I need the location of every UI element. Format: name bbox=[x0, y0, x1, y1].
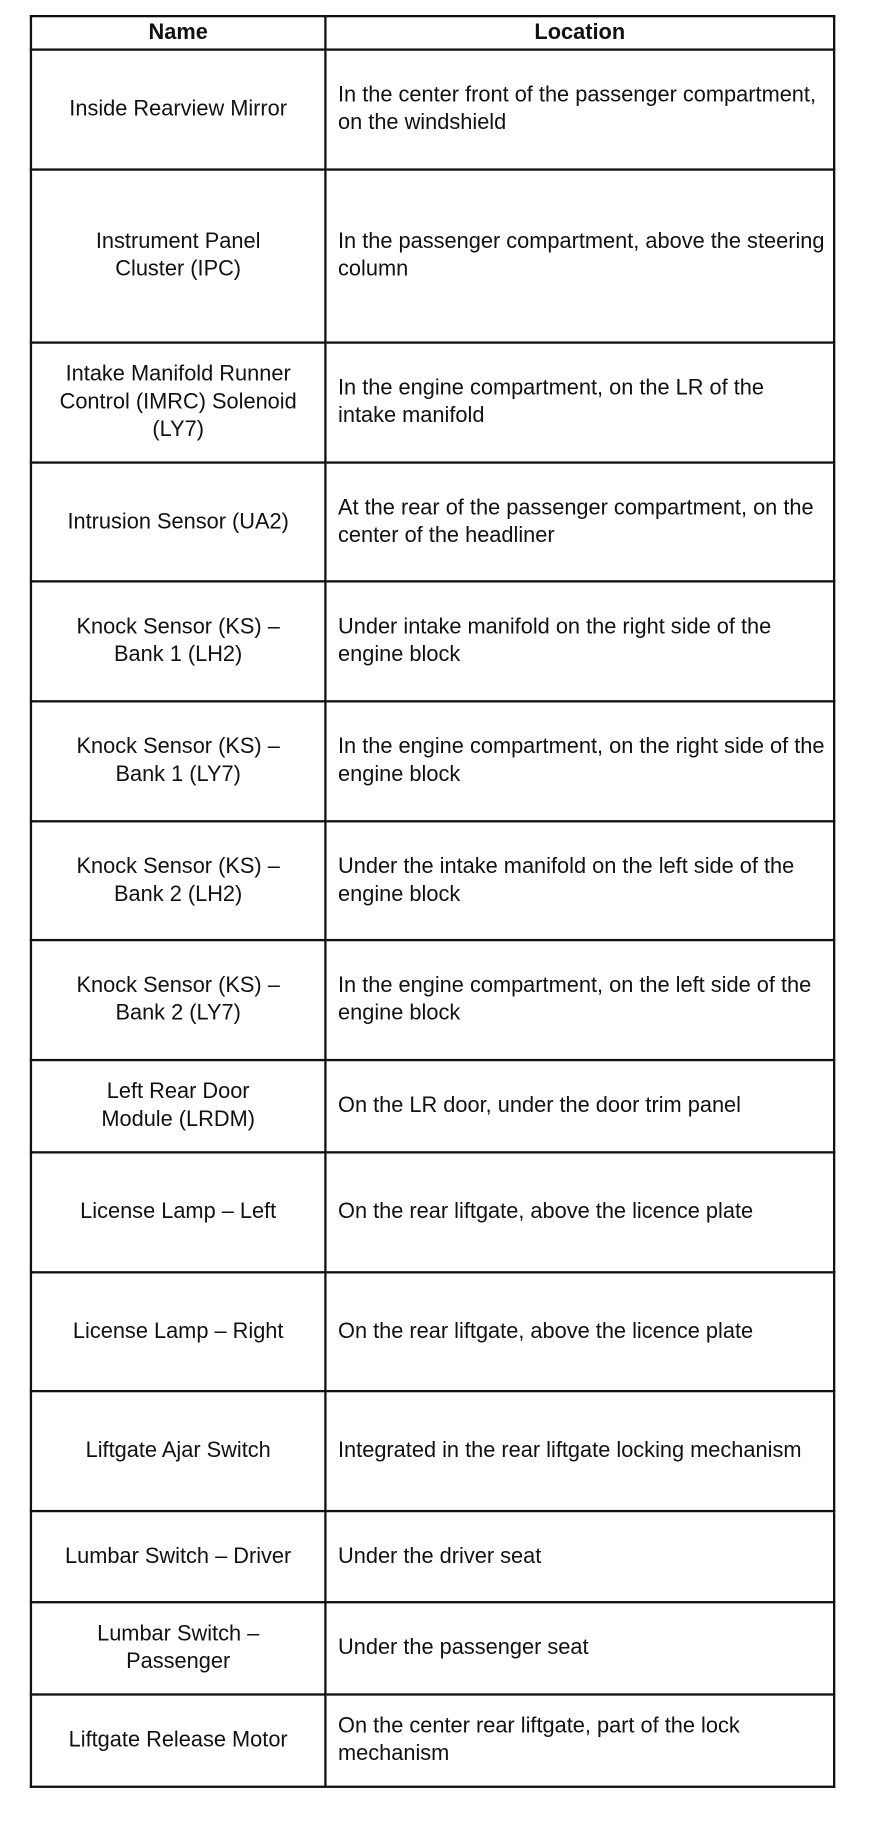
row-location: In the engine compartment, on the LR of the intake manifold bbox=[325, 343, 834, 463]
row-location: On the rear liftgate, above the licence plate bbox=[325, 1272, 834, 1391]
row-name: Intrusion Sensor (UA2) bbox=[31, 463, 325, 582]
row-name: Lumbar Switch – Driver bbox=[31, 1511, 325, 1602]
table-row bbox=[31, 50, 834, 170]
row-location: At the rear of the passenger compartment, on the center of the headliner bbox=[325, 463, 834, 582]
table-row bbox=[31, 940, 834, 1060]
table-row bbox=[31, 701, 834, 821]
table-row bbox=[31, 581, 834, 701]
row-name: License Lamp – Left bbox=[31, 1152, 325, 1272]
row-name: Inside Rearview Mirror bbox=[31, 50, 325, 170]
row-location: Integrated in the rear liftgate locking mechanism bbox=[325, 1391, 834, 1511]
column-header-name: Name bbox=[31, 16, 325, 49]
table-row bbox=[31, 1602, 834, 1694]
row-location: On the rear liftgate, above the licence plate bbox=[325, 1152, 834, 1272]
table-row bbox=[31, 1152, 834, 1272]
row-name: Knock Sensor (KS) – Bank 1 (LH2) bbox=[31, 581, 325, 701]
table-row bbox=[31, 1511, 834, 1602]
row-location: On the LR door, under the door trim panel bbox=[325, 1060, 834, 1152]
table-header-row bbox=[31, 16, 834, 49]
table-row bbox=[31, 1272, 834, 1391]
table-row bbox=[31, 821, 834, 940]
row-location: Under the passenger seat bbox=[325, 1602, 834, 1694]
table-row bbox=[31, 1694, 834, 1786]
table-row bbox=[31, 1391, 834, 1511]
row-name: Knock Sensor (KS) – Bank 1 (LY7) bbox=[31, 701, 325, 821]
table-row bbox=[31, 343, 834, 463]
row-location: In the passenger compartment, above the steering column bbox=[325, 170, 834, 343]
row-name: Liftgate Ajar Switch bbox=[31, 1391, 325, 1511]
table-row bbox=[31, 463, 834, 582]
row-location: In the engine compartment, on the right side of the engine block bbox=[325, 701, 834, 821]
table-row bbox=[31, 170, 834, 343]
row-name: Left Rear Door Module (LRDM) bbox=[31, 1060, 325, 1152]
row-name: Intake Manifold Runner Control (IMRC) Solenoid (LY7) bbox=[31, 343, 325, 463]
row-name: Knock Sensor (KS) – Bank 2 (LH2) bbox=[31, 821, 325, 940]
table-row bbox=[31, 1060, 834, 1152]
row-location: Under the intake manifold on the left side of the engine block bbox=[325, 821, 834, 940]
component-location-table bbox=[30, 15, 835, 1788]
column-header-location: Location bbox=[325, 16, 834, 49]
row-location: Under intake manifold on the right side of the engine block bbox=[325, 581, 834, 701]
row-location: Under the driver seat bbox=[325, 1511, 834, 1602]
row-location: In the center front of the passenger compartment, on the windshield bbox=[325, 50, 834, 170]
row-name: Instrument Panel Cluster (IPC) bbox=[31, 170, 325, 343]
row-location: In the engine compartment, on the left side of the engine block bbox=[325, 940, 834, 1060]
row-location: On the center rear liftgate, part of the lock mechanism bbox=[325, 1694, 834, 1786]
row-name: Lumbar Switch – Passenger bbox=[31, 1602, 325, 1694]
row-name: Liftgate Release Motor bbox=[31, 1694, 325, 1786]
row-name: License Lamp – Right bbox=[31, 1272, 325, 1391]
row-name: Knock Sensor (KS) – Bank 2 (LY7) bbox=[31, 940, 325, 1060]
